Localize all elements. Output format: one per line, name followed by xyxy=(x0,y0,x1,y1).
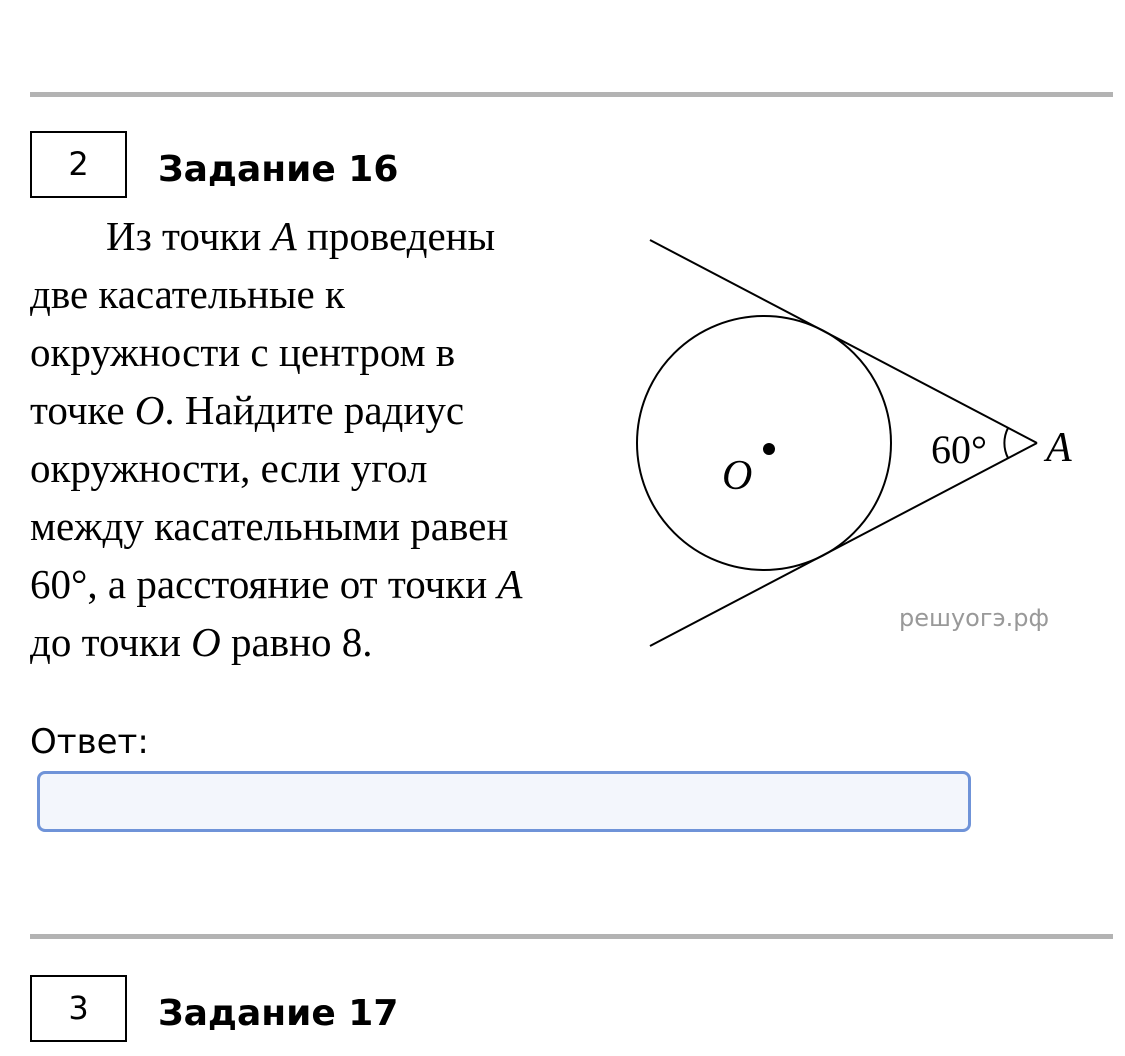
task-title: Задание 17 xyxy=(158,993,399,1034)
problem-statement: Из точки A проведены две касательные к окружности с центром в точке O. Найдите радиус окружности, если угол между касательными равен 60°, а расстояние от точки A до точки O равно 8. xyxy=(30,213,523,665)
answer-label: Ответ: xyxy=(30,722,149,762)
task-title: Задание 16 xyxy=(158,149,399,190)
angle-label: 60° xyxy=(931,427,987,472)
answer-input[interactable] xyxy=(37,771,971,832)
point-a-label: A xyxy=(1046,425,1072,471)
circle-shape xyxy=(637,316,891,570)
separator-middle xyxy=(30,934,1113,939)
tangent-line-upper xyxy=(650,240,1037,443)
task-number-badge: 2 xyxy=(30,131,127,198)
variable-a: A xyxy=(271,213,297,259)
variable-a: A xyxy=(497,561,523,607)
variable-o: O xyxy=(134,387,165,433)
angle-arc xyxy=(1004,428,1008,458)
task-number-badge: 3 xyxy=(30,975,127,1042)
separator-top xyxy=(30,92,1113,97)
geometry-figure xyxy=(620,225,1090,665)
center-label: O xyxy=(722,453,753,499)
center-point xyxy=(763,443,775,455)
watermark: решуогэ.рф xyxy=(899,604,1050,632)
variable-o: O xyxy=(191,619,221,665)
